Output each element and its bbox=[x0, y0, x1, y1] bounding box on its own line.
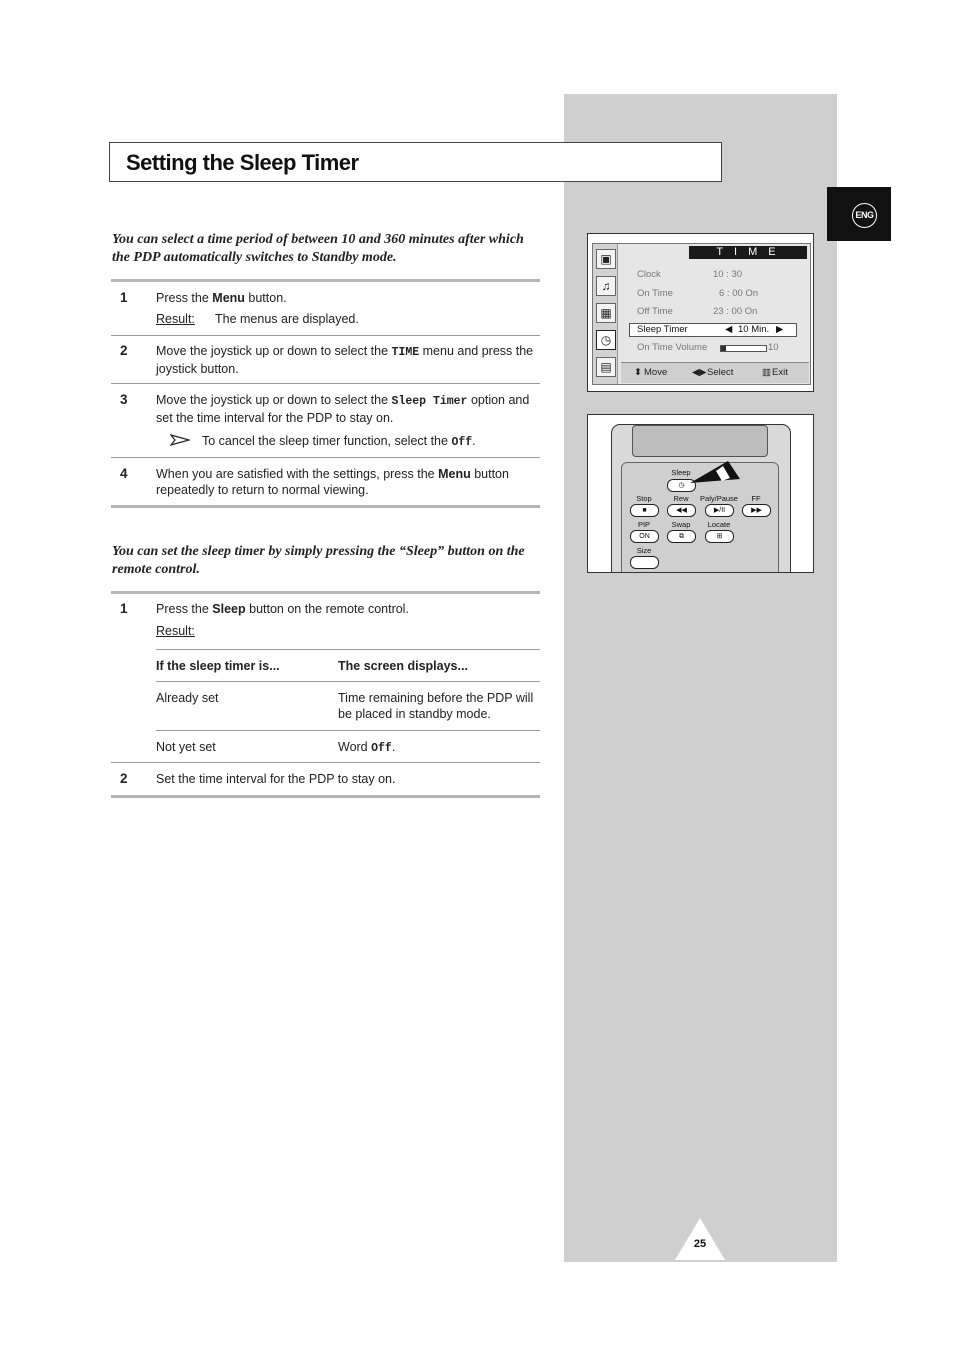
clock-icon: ◷ bbox=[596, 330, 616, 350]
osd-row-label: On Time bbox=[637, 288, 673, 299]
sleep-button[interactable]: ◷ bbox=[667, 479, 696, 492]
divider bbox=[156, 730, 540, 731]
remote-label-rew: Rew bbox=[673, 494, 689, 503]
step-number: 2 bbox=[120, 343, 128, 358]
step-text: Set the time interval for the PDP to stay on. bbox=[156, 772, 396, 786]
section2-intro: You can set the sleep timer by simply pressing the “Sleep” button on the remote control. bbox=[112, 544, 525, 577]
divider bbox=[111, 279, 540, 282]
fast-forward-button[interactable]: ▶▶ bbox=[742, 504, 771, 517]
remote-label-ff: FF bbox=[751, 494, 761, 503]
osd-row-label: Off Time bbox=[637, 306, 673, 317]
osd-row-label: Clock bbox=[637, 269, 661, 280]
cell-text-part: Word bbox=[338, 740, 372, 754]
step-text-part: button on the remote control. bbox=[245, 602, 409, 616]
step-text-part: Move the joystick up or down to select the bbox=[156, 393, 392, 407]
off-code: Off bbox=[451, 436, 473, 449]
divider bbox=[111, 591, 540, 594]
remote-label-stop: Stop bbox=[636, 494, 652, 503]
step-text-part: When you are satisfied with the settings, press the bbox=[156, 467, 439, 481]
step-text-part: button. bbox=[244, 291, 287, 305]
channel-icon: ▦ bbox=[596, 303, 616, 323]
osd-row-value: 23 : 00 On bbox=[713, 306, 758, 317]
swap-button[interactable]: ⧉ bbox=[667, 530, 696, 543]
rewind-button[interactable]: ◀◀ bbox=[667, 504, 696, 517]
remote-label-pip: PIP bbox=[637, 520, 651, 529]
step-text-part: button repeatedly to return to normal viewing. bbox=[156, 467, 509, 497]
divider bbox=[156, 649, 540, 650]
step-keyword: Sleep bbox=[212, 602, 246, 616]
page-number: 25 bbox=[693, 1238, 707, 1250]
step-keyword: Menu bbox=[212, 291, 245, 305]
setup-icon: ▤ bbox=[596, 357, 616, 377]
step-number: 1 bbox=[120, 290, 128, 305]
footer-select: Select bbox=[707, 367, 734, 378]
remote-label-play-pause: Paly/Pause bbox=[700, 494, 738, 503]
remote-illustration bbox=[587, 414, 814, 573]
osd-footer bbox=[621, 362, 809, 383]
remote-label-swap: Swap bbox=[671, 520, 691, 529]
result-label-text: Result: bbox=[156, 312, 195, 326]
step-text-part: menu and press the joystick button. bbox=[156, 344, 534, 376]
step-text-part: option and set the time interval for the PDP to stay on. bbox=[156, 393, 530, 425]
result-label-text: Result: bbox=[156, 624, 195, 638]
step-number: 4 bbox=[120, 466, 128, 481]
result-label bbox=[156, 311, 195, 327]
table-cell bbox=[338, 739, 395, 757]
step-text bbox=[156, 601, 534, 617]
osd-row-label: On Time Volume bbox=[637, 342, 708, 353]
step-text bbox=[156, 466, 534, 498]
up-down-icon: ⬍ bbox=[634, 367, 642, 378]
table-header: The screen displays... bbox=[338, 659, 468, 673]
table-cell: Time remaining before the PDP will be placed in standby mode. bbox=[338, 691, 534, 721]
footer-exit: Exit bbox=[772, 367, 788, 378]
divider bbox=[111, 762, 540, 763]
remote-label-size: Size bbox=[636, 546, 652, 555]
osd-row-value: 10 Min. bbox=[738, 324, 770, 335]
table-cell: Not yet set bbox=[156, 740, 216, 754]
divider bbox=[111, 795, 540, 798]
remote-cover bbox=[632, 425, 768, 457]
language-label: ENG bbox=[852, 203, 877, 228]
footer-move: Move bbox=[644, 367, 668, 378]
cell-text-part: . bbox=[391, 740, 396, 754]
divider bbox=[111, 457, 540, 458]
divider bbox=[156, 681, 540, 682]
note-arrow-icon bbox=[170, 434, 190, 446]
osd-menu bbox=[592, 243, 811, 385]
tv-picture-icon: ▣ bbox=[596, 249, 616, 269]
step-keyword: Menu bbox=[438, 467, 471, 481]
table-header: If the sleep timer is... bbox=[156, 659, 280, 673]
remote-label-sleep: Sleep bbox=[671, 468, 691, 477]
left-arrow-icon: ◀ bbox=[725, 324, 733, 335]
note-text-part: To cancel the sleep timer function, select the bbox=[202, 434, 452, 448]
remote-label-locate: Locate bbox=[707, 520, 731, 529]
note-text-part: . bbox=[472, 434, 476, 448]
step-number: 2 bbox=[120, 771, 128, 786]
osd-row-value: 10 : 30 bbox=[713, 269, 743, 280]
off-code: Off bbox=[371, 742, 392, 755]
page-title: Setting the Sleep Timer bbox=[126, 150, 359, 175]
left-right-icon: ◀▶ bbox=[692, 367, 707, 378]
step-text bbox=[156, 392, 534, 426]
step-text-part: Press the bbox=[156, 602, 213, 616]
osd-screenshot bbox=[587, 233, 814, 392]
divider bbox=[111, 383, 540, 384]
title-box bbox=[109, 142, 722, 182]
step-text bbox=[156, 343, 534, 377]
step-note bbox=[202, 433, 532, 451]
menu-code: TIME bbox=[391, 346, 420, 359]
osd-title: T I M E bbox=[689, 246, 807, 259]
osd-row-value: 6 : 00 On bbox=[719, 288, 759, 299]
volume-fill bbox=[721, 346, 726, 351]
size-button[interactable] bbox=[630, 556, 659, 569]
menu-icon: ▥ bbox=[762, 367, 771, 378]
step-text bbox=[156, 290, 528, 306]
result-text: The menus are displayed. bbox=[215, 312, 359, 326]
right-arrow-icon: ▶ bbox=[776, 324, 784, 335]
section1-intro: You can select a time period of between 10 and 360 minutes after which the PDP automatically switches to Standby mode. bbox=[112, 232, 524, 265]
osd-row-label: Sleep Timer bbox=[637, 324, 688, 335]
pip-on-button[interactable]: ON bbox=[630, 530, 659, 543]
volume-bar bbox=[720, 345, 767, 352]
osd-row-value: 10 bbox=[768, 342, 779, 353]
table-cell: Already set bbox=[156, 691, 219, 705]
stop-button[interactable]: ■ bbox=[630, 504, 659, 517]
play-pause-button[interactable]: ▶/II bbox=[705, 504, 734, 517]
step-text-part: Move the joystick up or down to select the bbox=[156, 344, 392, 358]
osd-icon-column bbox=[593, 244, 618, 384]
pointer-hand-icon bbox=[688, 457, 744, 487]
step-number: 1 bbox=[120, 601, 128, 616]
divider bbox=[111, 335, 540, 336]
divider bbox=[111, 505, 540, 508]
result-label bbox=[156, 623, 195, 639]
option-code: Sleep Timer bbox=[391, 395, 468, 408]
locate-button[interactable]: ⊞ bbox=[705, 530, 734, 543]
language-tab bbox=[827, 187, 891, 241]
step-text-part: Press the bbox=[156, 291, 213, 305]
sound-icon: ♫ bbox=[596, 276, 616, 296]
step-number: 3 bbox=[120, 392, 128, 407]
